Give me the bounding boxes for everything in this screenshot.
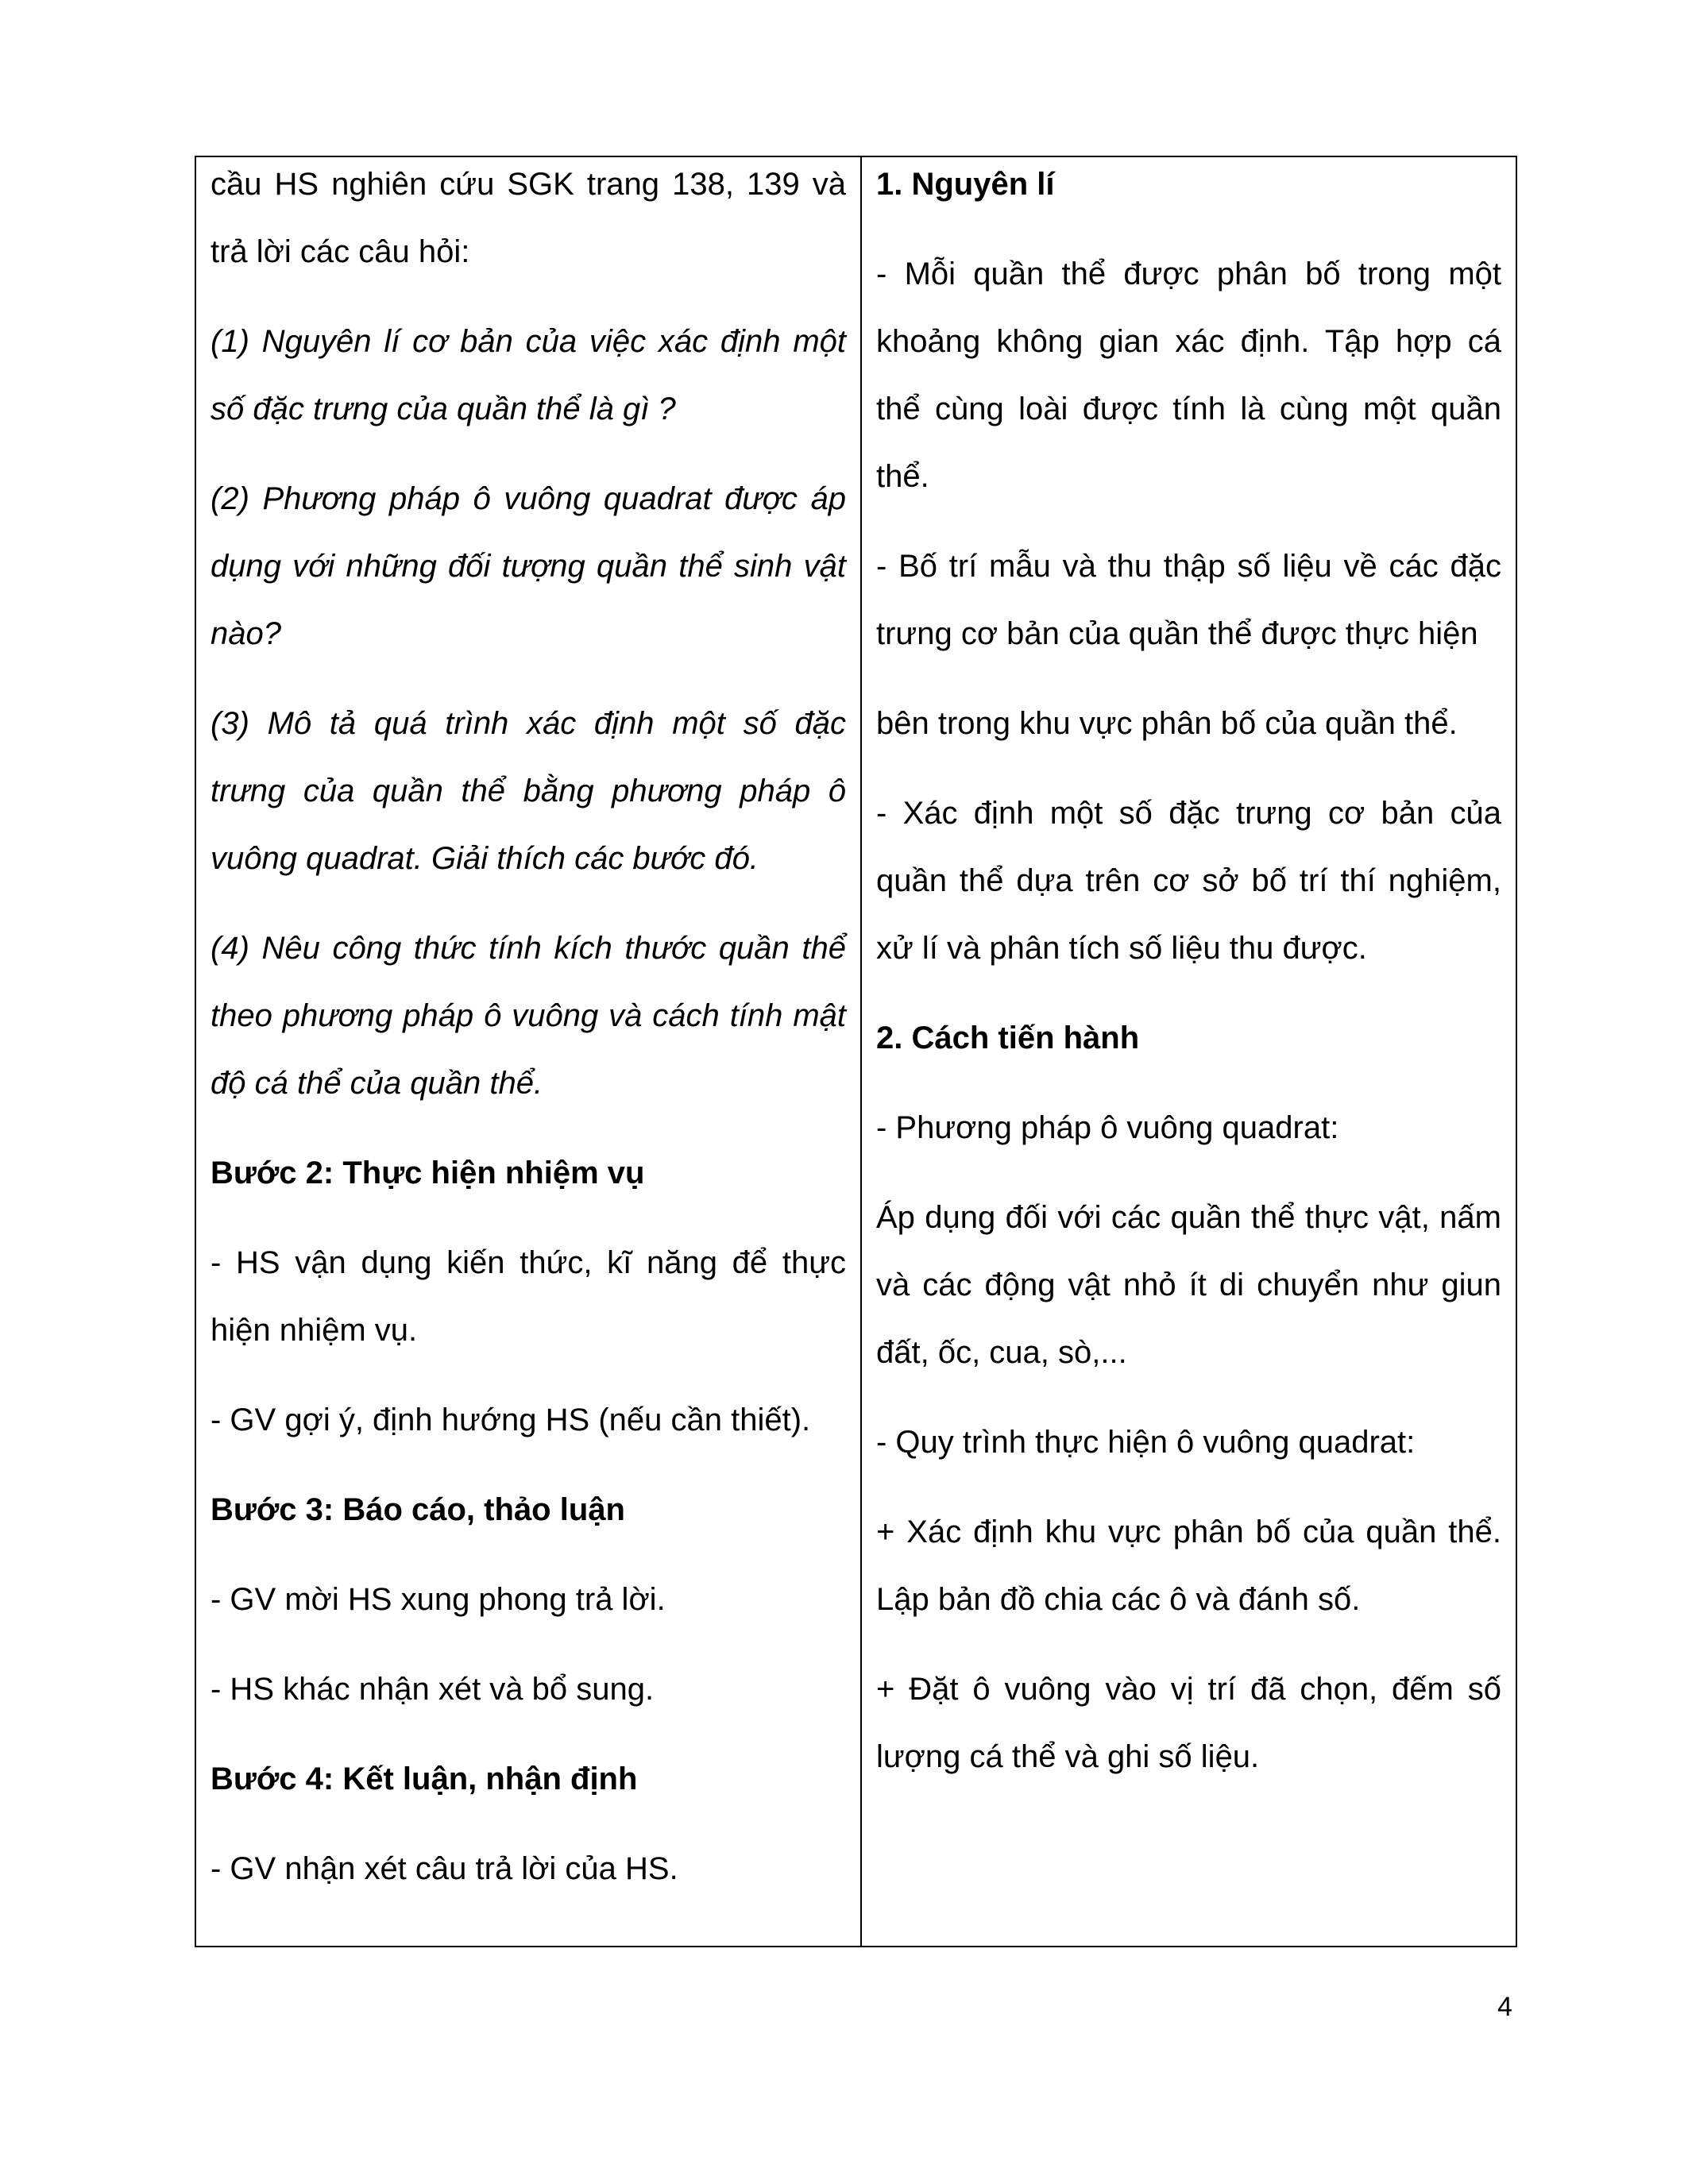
question-1: (1) Nguyên lí cơ bản của việc xác định một số đặc trưng của quần thể là gì ? <box>211 324 846 426</box>
paragraph: - Phương pháp ô vuông quadrat: <box>876 1110 1339 1145</box>
section-1-heading: 1. Nguyên lí <box>876 167 1055 202</box>
question-2: (2) Phương pháp ô vuông quadrat được áp dụng với những đối tượng quần thể sinh vật nào? <box>211 481 846 651</box>
section-2-heading: 2. Cách tiến hành <box>876 1021 1140 1055</box>
paragraph: - HS vận dụng kiến thức, kĩ năng để thực hiện nhiệm vụ. <box>211 1245 846 1348</box>
page-number: 4 <box>1497 1992 1512 2022</box>
paragraph: - HS khác nhận xét và bổ sung. <box>211 1672 655 1707</box>
paragraph: bên trong khu vực phân bố của quần thể. <box>876 706 1458 741</box>
content-table <box>195 156 1517 1947</box>
paragraph: - Bố trí mẫu và thu thập số liệu về các đặc trưng cơ bản của quần thể được thực hiện <box>876 549 1501 651</box>
activity-column <box>196 157 862 1946</box>
step-2-heading: Bước 2: Thực hiện nhiệm vụ <box>211 1156 645 1190</box>
paragraph: - GV mời HS xung phong trả lời. <box>211 1582 666 1617</box>
paragraph: - GV gợi ý, định hướng HS (nếu cần thiết). <box>211 1403 811 1437</box>
paragraph: Áp dụng đối với các quần thể thực vật, nấm và các động vật nhỏ ít di chuyển như giun đất, ốc, cua, sò,... <box>876 1200 1501 1370</box>
step-4-heading: Bước 4: Kết luận, nhận định <box>211 1761 638 1796</box>
paragraph: - GV nhận xét câu trả lời của HS. <box>211 1851 678 1886</box>
paragraph: - Xác định một số đặc trưng cơ bản của quần thể dựa trên cơ sở bố trí thí nghiệm, xử lí và phân tích số liệu thu được. <box>876 796 1501 966</box>
paragraph: - Quy trình thực hiện ô vuông quadrat: <box>876 1425 1416 1460</box>
paragraph: - Mỗi quần thể được phân bố trong một khoảng không gian xác định. Tập hợp cá thể cùng loài được tính là cùng một quần thể. <box>876 257 1501 494</box>
product-column <box>862 157 1516 1946</box>
question-4: (4) Nêu công thức tính kích thước quần thể theo phương pháp ô vuông và cách tính mật độ cá thể của quần thể. <box>211 931 846 1101</box>
paragraph: + Xác định khu vực phân bố của quần thể. Lập bản đồ chia các ô và đánh số. <box>876 1515 1501 1617</box>
paragraph: + Đặt ô vuông vào vị trí đã chọn, đếm số lượng cá thể và ghi số liệu. <box>876 1672 1501 1774</box>
question-3: (3) Mô tả quá trình xác định một số đặc trưng của quần thể bằng phương pháp ô vuông quadrat. Giải thích các bước đó. <box>211 706 846 876</box>
step-3-heading: Bước 3: Báo cáo, thảo luận <box>211 1492 625 1527</box>
paragraph: cầu HS nghiên cứu SGK trang 138, 139 và trả lời các câu hỏi: <box>211 167 846 269</box>
